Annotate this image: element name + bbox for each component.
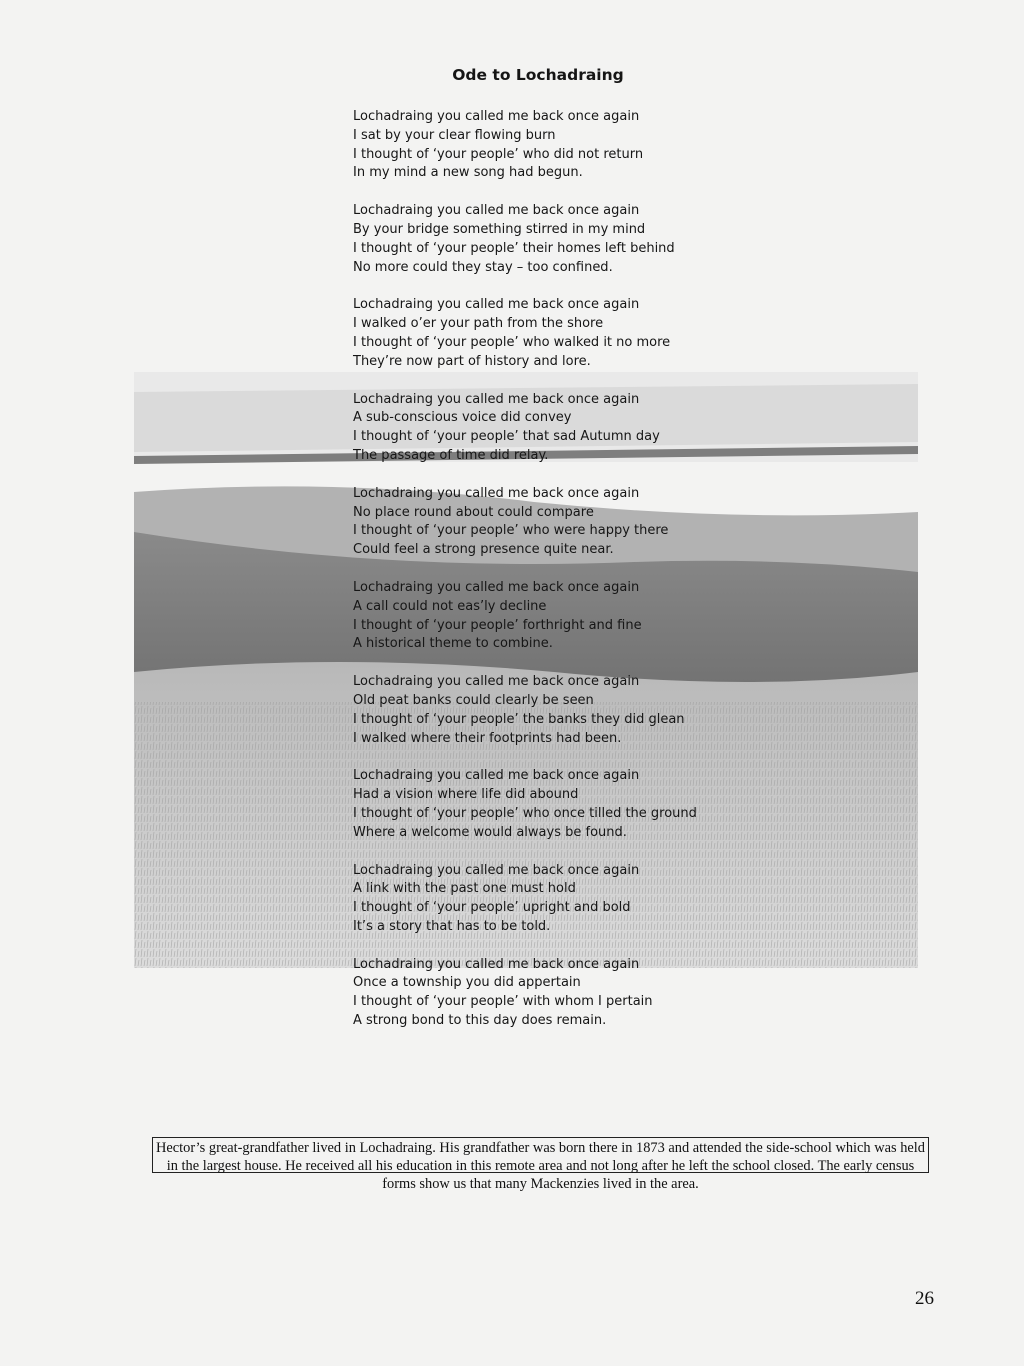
poem-line: Lochadraing you called me back once again [353,768,640,784]
poem-line: No place round about could compare [353,504,594,520]
poem-line: Lochadraing you called me back once again [353,391,640,407]
poem-line: Once a township you did appertain [353,975,581,991]
poem-line: Lochadraing you called me back once again [353,579,640,595]
poem-line: Lochadraing you called me back once again [353,109,640,124]
poem-line: A strong bond to this day does remain. [353,1013,607,1029]
poem-line: I thought of ‘your people’ who once tilled the ground [353,805,697,821]
poem-stanza [353,767,753,842]
poem-line: Had a vision where life did abound [353,787,579,803]
poem-line: I thought of ‘your people’ who did not return [353,146,644,162]
poem-line: Where a welcome would always be found. [353,824,627,840]
poem-line: The passage of time did relay. [353,447,549,463]
poem-line: Lochadraing you called me back once again [353,297,640,313]
poem-stanza [353,485,753,560]
poem-stanza [353,296,753,371]
poem-title: Ode to Lochadraing [452,66,624,84]
poem-line: Lochadraing you called me back once again [353,862,640,878]
poem-line: Lochadraing you called me back once again [353,956,640,972]
poem-line: In my mind a new song had begun. [353,165,583,181]
poem-line: I thought of ‘your people’ who were happy there [353,523,669,539]
poem-line: It’s a story that has to be told. [353,918,551,934]
poem-line: A link with the past one must hold [353,881,576,897]
poem-line: I sat by your clear flowing burn [353,127,556,143]
poem-line: I thought of ‘your people’ with whom I pertain [353,994,653,1010]
poem-body [353,108,753,1050]
poem-line: A sub-conscious voice did convey [353,410,572,426]
poem-line: I thought of ‘your people’ that sad Autumn day [353,429,660,445]
poem-line: A call could not eas’ly decline [353,598,547,614]
poem-stanza [353,862,753,937]
poem-line: By your bridge something stirred in my mind [353,221,646,237]
poem-line: A historical theme to combine. [353,636,553,652]
poem-stanza [353,579,753,654]
poem-line: Could feel a strong presence quite near. [353,542,614,558]
poem-line: Lochadraing you called me back once again [353,203,640,219]
poem-stanza [353,391,753,466]
poem-stanza [353,956,753,1031]
poem-line: I walked o’er your path from the shore [353,316,604,332]
poem-stanza [353,108,753,183]
poem-line: I thought of ‘your people’ forthright and fine [353,617,642,633]
poem-line: Lochadraing you called me back once again [353,674,640,690]
poem-line: I thought of ‘your people’ their homes left behind [353,240,675,256]
poem-line: I thought of ‘your people’ upright and bold [353,900,631,916]
family-note-box: Hector’s great-grandfather lived in Lochadraing. His grandfather was born there in 1873 and attended the side-school which was held in the largest house. He received all his education in this remote area and not long after he left the school closed. The early census forms show us that many Mackenzies lived in the area. [152,1137,929,1173]
poem-line: I thought of ‘your people’ the banks they did glean [353,711,685,727]
poem-stanza [353,673,753,748]
poem-stanza [353,202,753,277]
poem-line: No more could they stay – too confined. [353,259,613,275]
poem-line: They’re now part of history and lore. [353,353,591,369]
page-number: 26 [915,1288,934,1309]
poem-line: Old peat banks could clearly be seen [353,692,594,708]
poem-line: I walked where their footprints had been. [353,730,622,746]
poem-line: Lochadraing you called me back once again [353,485,640,501]
poem-line: I thought of ‘your people’ who walked it no more [353,334,671,350]
